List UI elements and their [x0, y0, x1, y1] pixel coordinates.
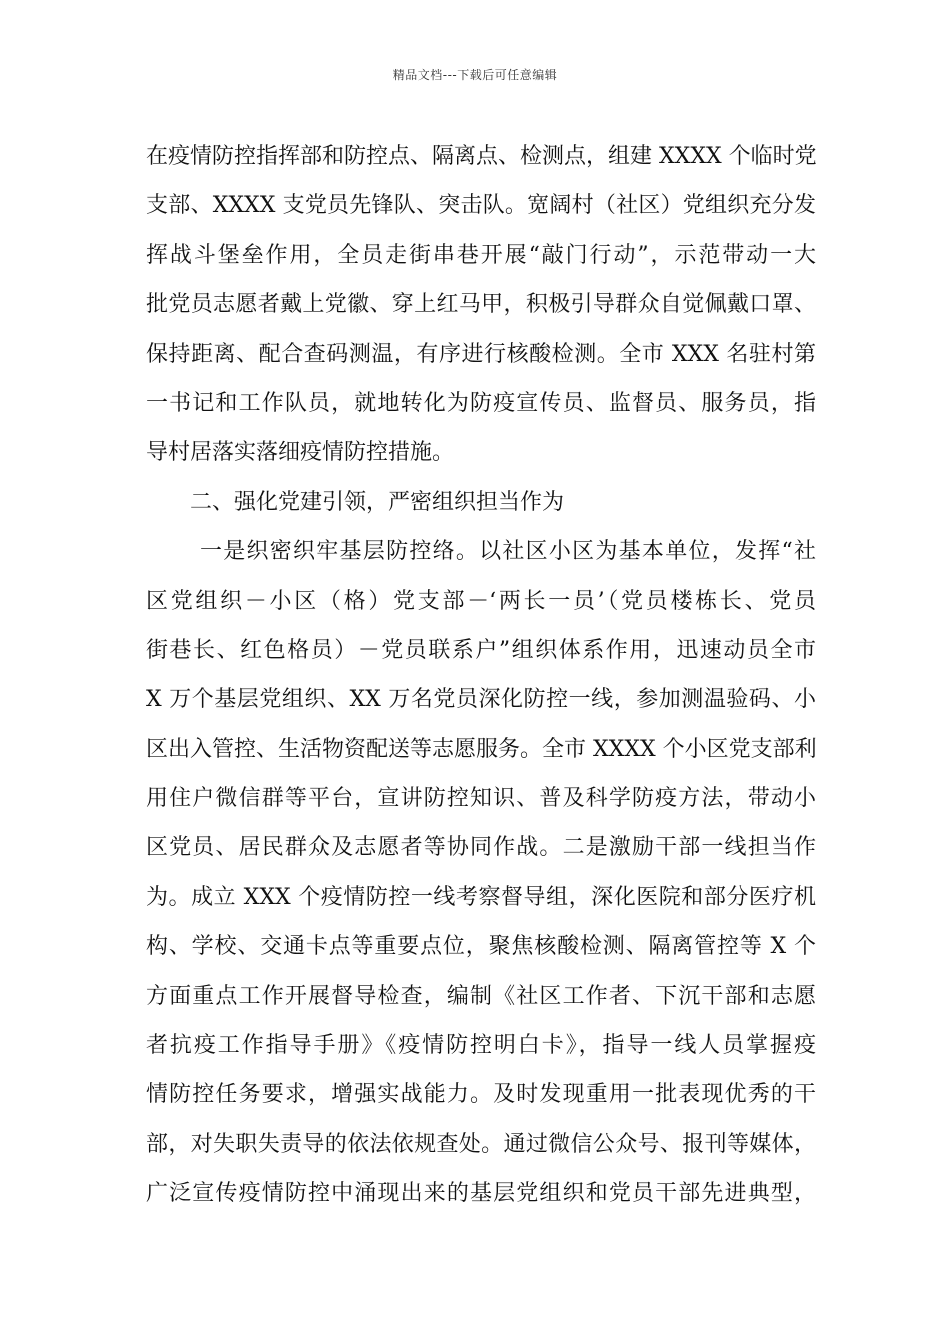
- body-line: 区党组织－小区（格）党支部－‘两长一员’（党员楼栋长、党员: [146, 588, 816, 614]
- document-body: [146, 132, 816, 1219]
- body-line: 一书记和工作队员，就地转化为防疫宣传员、监督员、服务员，指: [146, 390, 816, 416]
- body-line: 批党员志愿者戴上党徽、穿上红马甲，积极引导群众自觉佩戴口罩、: [146, 292, 816, 318]
- body-line: X 万个基层党组织、XX 万名党员深化防控一线，参加测温验码、小: [146, 687, 816, 713]
- body-line: 一是织密织牢基层防控络。以社区小区为基本单位，发挥“社: [200, 539, 816, 565]
- page-header: 精品文档---下载后可任意编辑: [392, 68, 558, 82]
- body-line: 支部、XXXX 支党员先锋队、突击队。宽阔村（社区）党组织充分发: [146, 193, 816, 219]
- body-line: 在疫情防控指挥部和防控点、隔离点、检测点，组建 XXXX 个临时党: [146, 144, 817, 169]
- body-line: 挥战斗堡垒作用，全员走街串巷开展“敲门行动”，示范带动一大: [146, 242, 816, 268]
- body-line: 区党员、居民群众及志愿者等协同作战。二是激励干部一线担当作: [146, 835, 816, 861]
- body-line: 部，对失职失责导的依法依规查处。通过微信公众号、报刊等媒体，: [146, 1131, 816, 1157]
- body-line: 情防控任务要求，增强实战能力。及时发现重用一批表现优秀的干: [146, 1082, 816, 1108]
- body-line: 构、学校、交通卡点等重要点位，聚焦核酸检测、隔离管控等 X 个: [146, 934, 816, 960]
- body-line: 保持距离、配合查码测温，有序进行核酸检测。全市 XXX 名驻村第: [146, 341, 816, 367]
- body-line: 用住户微信群等平台，宣讲防控知识、普及科学防疫方法，带动小: [146, 786, 816, 812]
- body-line: 广泛宣传疫情防控中涌现出来的基层党组织和党员干部先进典型，: [146, 1181, 816, 1207]
- body-line: 者抗疫工作指导手册》《疫情防控明白卡》，指导一线人员掌握疫: [146, 1033, 816, 1059]
- body-line: 街巷长、红色格员）－党员联系户”组织体系作用，迅速动员全市: [146, 637, 816, 663]
- body-line: 为。成立 XXX 个疫情防控一线考察督导组，深化医院和部分医疗机: [146, 884, 816, 910]
- body-line: 导村居落实落细疫情防控措施。: [146, 440, 455, 466]
- body-line: 方面重点工作开展督导检查，编制《社区工作者、下沉干部和志愿: [146, 983, 816, 1009]
- section-heading: 二、强化党建引领，严密组织担当作为: [190, 489, 565, 515]
- body-line: 区出入管控、生活物资配送等志愿服务。全市 XXXX 个小区党支部利: [146, 736, 817, 762]
